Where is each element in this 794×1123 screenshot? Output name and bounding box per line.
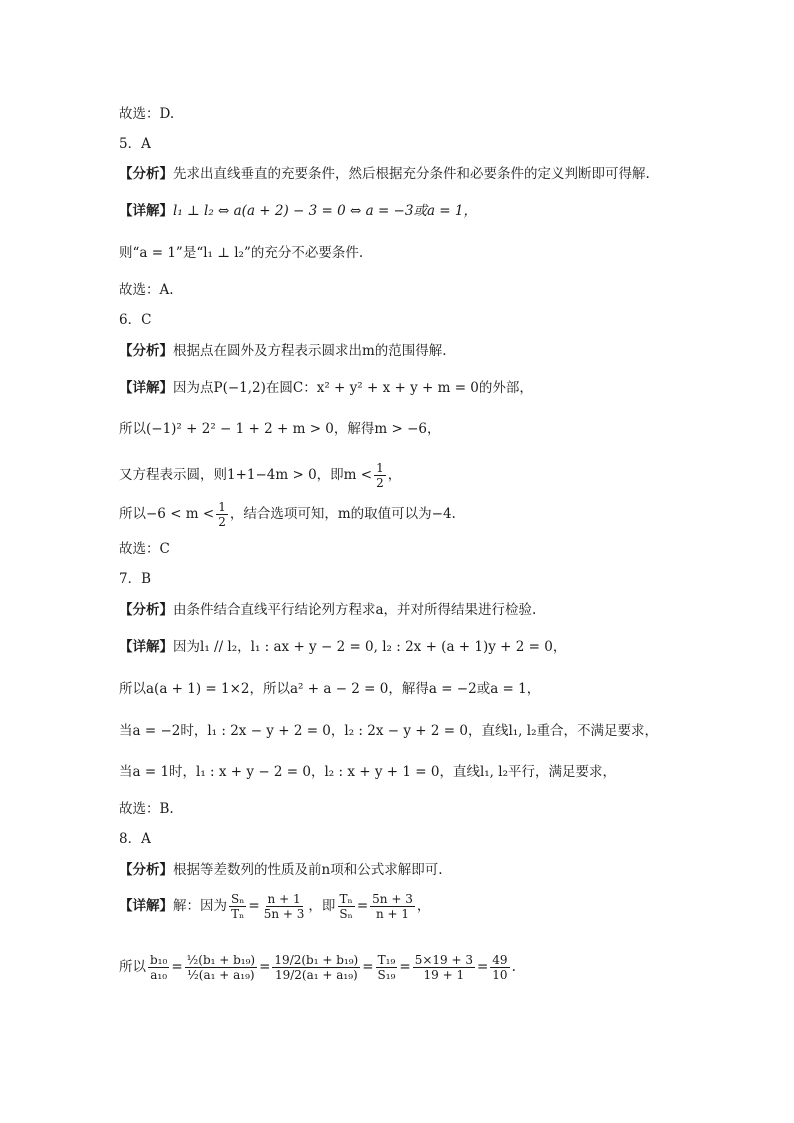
equals: = [362,959,374,975]
text-line [119,935,516,999]
fraction [185,953,257,982]
text: 所以−6 < m < [119,506,215,522]
equals: = [356,898,369,914]
text: 6．C [119,312,152,328]
denominator: Sₙ [339,906,353,921]
detail-line [119,378,533,398]
fraction [370,892,415,921]
answer-line [119,104,174,124]
numerator: T₁₉ [377,952,396,967]
text: ，结合选项可知，m的取值可以为−4. [229,506,456,522]
text: ， [416,898,431,914]
text: 8．A [119,831,151,847]
answer-line [119,539,170,559]
fraction [216,500,228,529]
question-number-5 [119,134,151,154]
detail-line [119,637,566,657]
analysis-line [119,860,443,880]
numerator: 49 [492,952,508,967]
fraction [229,892,246,921]
equals: = [171,959,183,975]
detail-line [119,888,430,924]
answer-line [119,799,174,819]
analysis-tag: 【分析】 [119,602,173,618]
text: 故选：B. [119,801,174,817]
text-line [119,721,658,741]
text: 根据点在圆外及方程表示圆求出m的范围得解. [173,343,447,359]
analysis-line [119,164,650,184]
question-number-7 [119,569,151,589]
fraction [376,953,398,982]
text: ， [387,467,402,483]
fraction [148,953,169,982]
equals: = [476,959,489,975]
text: 所以a(a + 1) = 1×2，所以a² + a − 2 = 0，解得a = −2或a = 1， [119,681,541,697]
numerator: 1 [376,460,384,475]
detail-tag: 【详解】 [119,898,173,914]
denominator: 5n + 3 [263,906,305,921]
text: 又方程表示圆，则1+1−4m > 0，即m < [119,467,373,483]
text: 7．B [119,571,152,587]
fraction [337,892,354,921]
question-number-8 [119,829,151,849]
text: 则“a = 1”是“l₁ ⊥ l₂”的充分不必要条件. [119,245,364,261]
denominator: a₁₀ [150,967,168,982]
denominator: 10 [492,967,508,982]
denominator: Tₙ [231,906,245,921]
text-line [119,762,616,782]
text: 因为点P(−1,2)在圆C：x² + y² + x + y + m = 0的外部， [173,380,533,396]
numerator: 1 [218,499,226,514]
fraction [490,953,509,982]
numerator: ½(b₁ + b₁₉) [186,952,256,967]
denominator: n + 1 [375,906,410,921]
text: 5．A [119,136,151,152]
text: 故选：A. [119,282,174,298]
analysis-tag: 【分析】 [119,343,173,359]
denominator: 19/2(a₁ + a₁₉) [274,967,358,982]
equals: = [399,959,411,975]
analysis-tag: 【分析】 [119,166,173,182]
math: l₁ ⊥ l₂ ⇔ a(a + 2) − 3 = 0 ⇔ a = −3或a = 1， [173,203,477,219]
text: 故选：D. [119,106,175,122]
answer-line [119,280,174,300]
text-line [119,679,540,699]
text-line [119,243,363,263]
analysis-line [119,600,536,620]
text: 当a = −2时，l₁ : 2x − y + 2 = 0，l₂ : 2x − y + 2 = 0，直线l₁, l₂重合，不满足要求， [119,723,658,739]
fraction [262,892,307,921]
numerator: 19/2(b₁ + b₁₉) [274,952,359,967]
period: . [511,959,516,975]
text: 所以(−1)² + 2² − 1 + 2 + m > 0，解得m > −6， [119,421,441,437]
fraction [374,461,386,490]
equals: = [259,959,271,975]
text: 由条件结合直线平行结论列方程求a，并对所得结果进行检验. [173,602,537,618]
detail-tag: 【详解】 [119,639,173,655]
text: 解：因为 [173,898,227,914]
denominator: 19 + 1 [423,967,465,982]
text: 因为l₁ // l₂，l₁ : ax + y − 2 = 0, l₂ : 2x + (a + 1)y + 2 = 0， [173,639,567,655]
equals: = [248,898,260,914]
denominator: S₁₉ [377,967,396,982]
denominator: 2 [376,475,384,490]
text-line [119,419,440,439]
text-line [119,497,456,531]
denominator: 2 [218,514,226,529]
text: 所以 [119,959,146,975]
analysis-tag: 【分析】 [119,862,173,878]
numerator: 5×19 + 3 [414,952,473,967]
detail-tag: 【详解】 [119,380,173,396]
numerator: 5n + 3 [372,891,413,906]
detail-tag: 【详解】 [119,203,173,219]
text: 当a = 1时，l₁ : x + y − 2 = 0，l₂ : x + y + 1 = 0，直线l₁, l₂平行，满足要求， [119,764,616,780]
fraction [413,953,475,982]
denominator: ½(a₁ + a₁₉) [187,967,255,982]
analysis-line [119,341,447,361]
numerator: Tₙ [339,891,353,906]
text: ，即 [308,898,336,914]
detail-line [119,201,477,221]
numerator: n + 1 [267,891,301,906]
question-number-6 [119,310,151,330]
text: 根据等差数列的性质及前n项和公式求解即可. [173,862,443,878]
text: 先求出直线垂直的充要条件，然后根据充分条件和必要条件的定义判断即可得解. [173,166,650,182]
text-line [119,458,401,492]
numerator: Sₙ [231,891,245,906]
text: 故选：C [119,541,170,557]
fraction [272,953,360,982]
numerator: b₁₀ [150,952,168,967]
